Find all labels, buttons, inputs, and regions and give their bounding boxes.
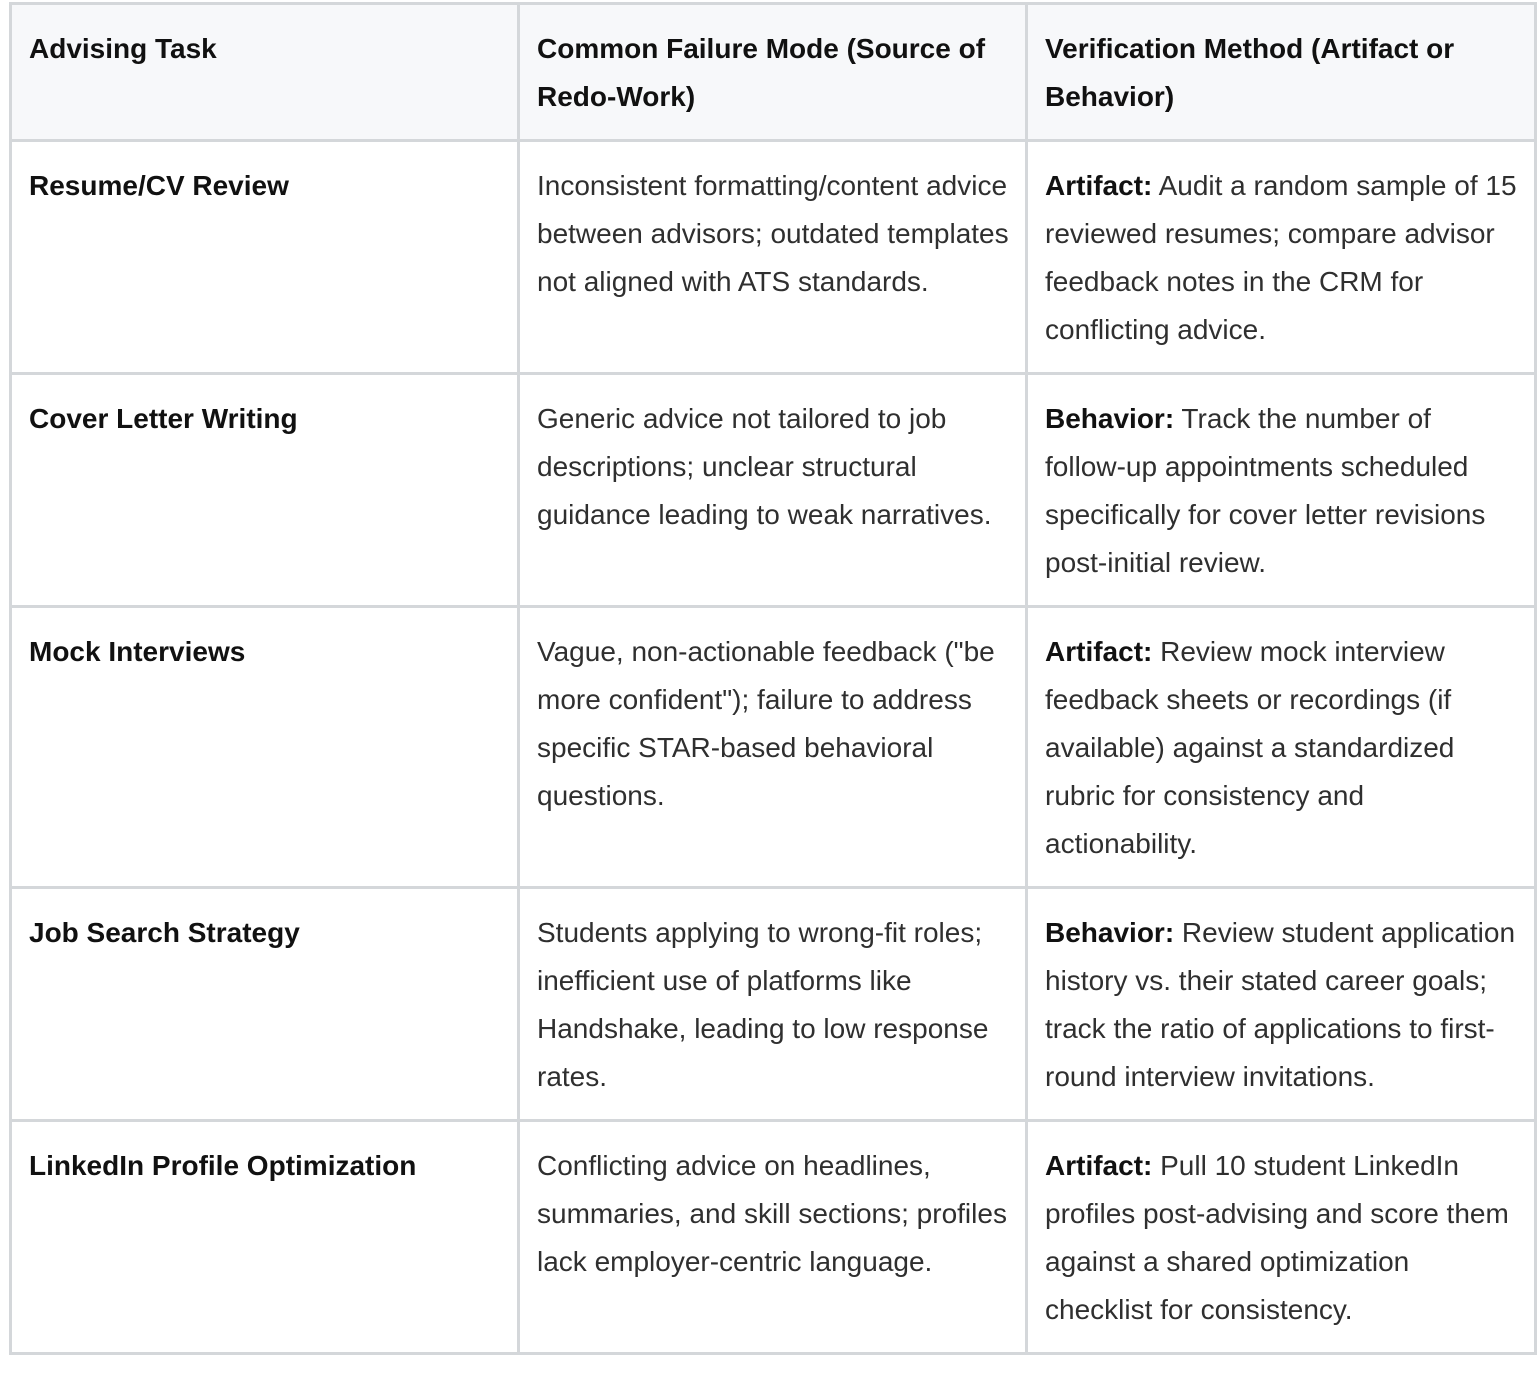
method-cell [1027,374,1536,607]
method-description: Audit a random sample of 15 reviewed resumes; compare advisor feedback notes in the CRM for conflicting advice. [1045,170,1517,345]
failure-cell: Students applying to wrong-fit roles; inefficient use of platforms like Handshake, leading to low response rates. [519,888,1027,1121]
method-type-label: Behavior: [1045,917,1175,948]
method-description: Track the number of follow-up appointments scheduled specifically for cover letter revisions post-initial review. [1045,403,1486,578]
failure-cell: Conflicting advice on headlines, summaries, and skill sections; profiles lack employer-centric language. [519,1121,1027,1354]
table-header [11,4,1536,141]
header-verification-method: Verification Method (Artifact or Behavior) [1027,4,1536,141]
advising-verification-table [9,2,1537,1355]
task-cell: Resume/CV Review [11,141,519,374]
task-cell: Job Search Strategy [11,888,519,1121]
advising-table-container [9,2,1534,1355]
method-description: Pull 10 student LinkedIn profiles post-advising and score them against a shared optimization checklist for consistency. [1045,1150,1509,1325]
table-row [11,141,1536,374]
table-body [11,141,1536,1354]
failure-cell: Inconsistent formatting/content advice between advisors; outdated templates not aligned with ATS standards. [519,141,1027,374]
task-cell: Mock Interviews [11,607,519,888]
failure-cell: Vague, non-actionable feedback ("be more confident"); failure to address specific STAR-based behavioral questions. [519,607,1027,888]
method-cell [1027,1121,1536,1354]
method-cell [1027,141,1536,374]
method-type-label: Artifact: [1045,636,1153,667]
table-row [11,888,1536,1121]
header-row [11,4,1536,141]
table-row [11,1121,1536,1354]
header-advising-task: Advising Task [11,4,519,141]
failure-cell: Generic advice not tailored to job descriptions; unclear structural guidance leading to weak narratives. [519,374,1027,607]
method-cell [1027,888,1536,1121]
method-type-label: Behavior: [1045,403,1175,434]
task-cell: LinkedIn Profile Optimization [11,1121,519,1354]
method-type-label: Artifact: [1045,170,1153,201]
table-row [11,607,1536,888]
task-cell: Cover Letter Writing [11,374,519,607]
method-cell [1027,607,1536,888]
method-description: Review mock interview feedback sheets or recordings (if available) against a standardized rubric for consistency and actionability. [1045,636,1455,859]
header-failure-mode: Common Failure Mode (Source of Redo-Work) [519,4,1027,141]
table-row [11,374,1536,607]
method-type-label: Artifact: [1045,1150,1153,1181]
method-description: Review student application history vs. their stated career goals; track the ratio of applications to first-round interview invitations. [1045,917,1516,1092]
